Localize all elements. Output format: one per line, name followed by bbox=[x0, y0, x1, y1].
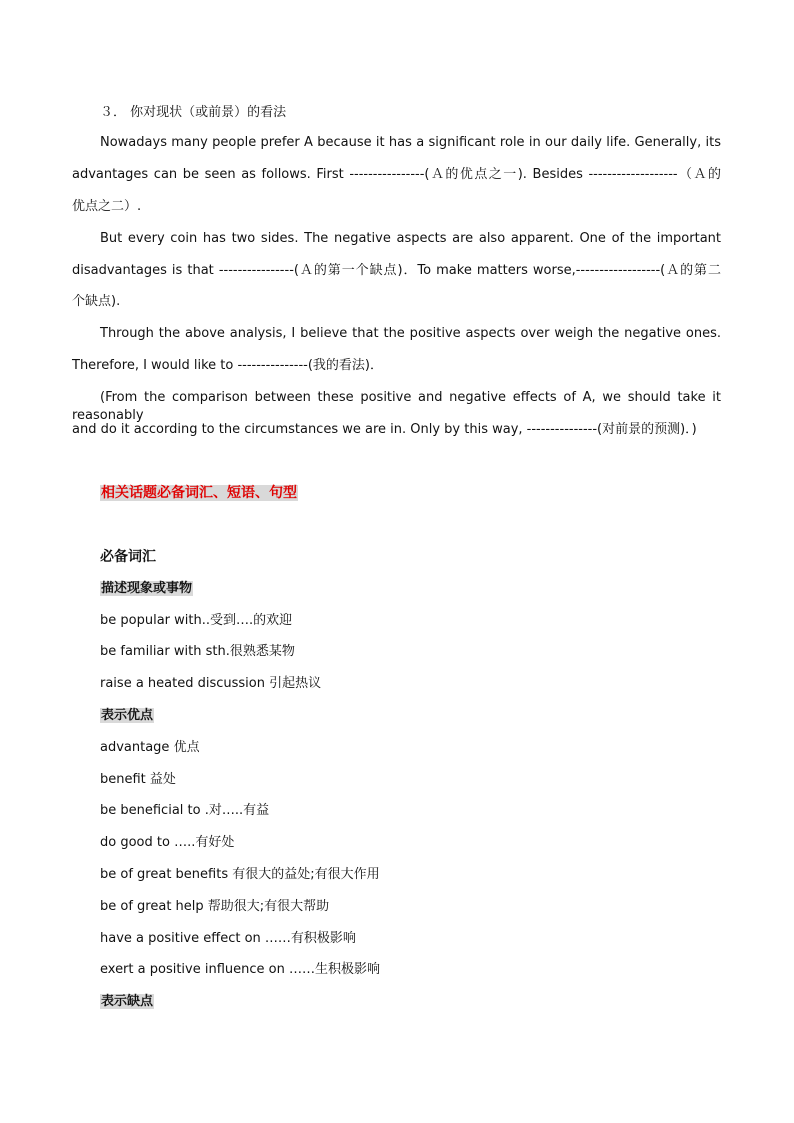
group-advantages-label-text: 表示优点 bbox=[101, 708, 154, 723]
group-describe-label-text: 描述现象或事物 bbox=[101, 581, 193, 596]
list-item: benefit 益处 bbox=[100, 772, 176, 787]
list-item: be of great help 帮助很大;有很大帮助 bbox=[100, 899, 330, 914]
vocab-section-title-text: 相关话题必备词汇、短语、句型 bbox=[101, 485, 297, 501]
list-item: be of great benefits 有很大的益处;有很大作用 bbox=[100, 867, 380, 882]
paragraph-2-line-1: But every coin has two sides. The negative aspects are also apparent. One of the important bbox=[100, 231, 721, 246]
list-item: be popular with..受到….的欢迎 bbox=[100, 613, 293, 628]
paragraph-2-line-2: disadvantages is that ----------------(Ａ的第一个缺点)．To make matters worse,------------------(Ａ的第二 bbox=[72, 263, 721, 278]
paragraph-3-line-2: Therefore, I would like to ---------------(我的看法)． bbox=[72, 358, 383, 373]
list-item: be beneficial to .对…..有益 bbox=[100, 803, 270, 818]
list-item: advantage 优点 bbox=[100, 740, 200, 755]
list-item: exert a positive influence on ……生积极影响 bbox=[100, 962, 380, 977]
list-item: do good to …..有好处 bbox=[100, 835, 235, 850]
paragraph-3-line-1: Through the above analysis, I believe that the positive aspects over weigh the negative ones. bbox=[100, 326, 721, 341]
vocab-section-title bbox=[100, 484, 298, 502]
list-item: be familiar with sth.很熟悉某物 bbox=[100, 644, 295, 659]
paragraph-1-line-1: Nowadays many people prefer A because it has a significant role in our daily life. Generally, its bbox=[100, 135, 721, 150]
group-disadvantages-label bbox=[100, 993, 154, 1011]
vocab-heading: 必备词汇 bbox=[100, 549, 156, 565]
paragraph-1-line-2: advantages can be seen as follows. First ----------------(Ａ的优点之一). Besides -------------------（Ａ的 bbox=[72, 167, 721, 182]
list-item: have a positive effect on ……有积极影响 bbox=[100, 931, 356, 946]
section-3-title: ３． 你对现状（或前景）的看法 bbox=[100, 105, 287, 120]
group-disadvantages-label-text: 表示缺点 bbox=[101, 994, 154, 1009]
paragraph-4-line-1: (From the comparison between these positive and negative effects of A, we should take it reasonably bbox=[72, 390, 721, 423]
paragraph-1-line-3: 优点之二）. bbox=[72, 199, 142, 214]
paragraph-2-line-3: 个缺点). bbox=[72, 294, 121, 309]
group-advantages-label bbox=[100, 707, 154, 725]
list-item: raise a heated discussion 引起热议 bbox=[100, 676, 322, 691]
group-describe-label bbox=[100, 580, 193, 598]
paragraph-4-line-2: and do it according to the circumstances we are in. Only by this way, ---------------(对前景的预测)．) bbox=[72, 422, 697, 437]
